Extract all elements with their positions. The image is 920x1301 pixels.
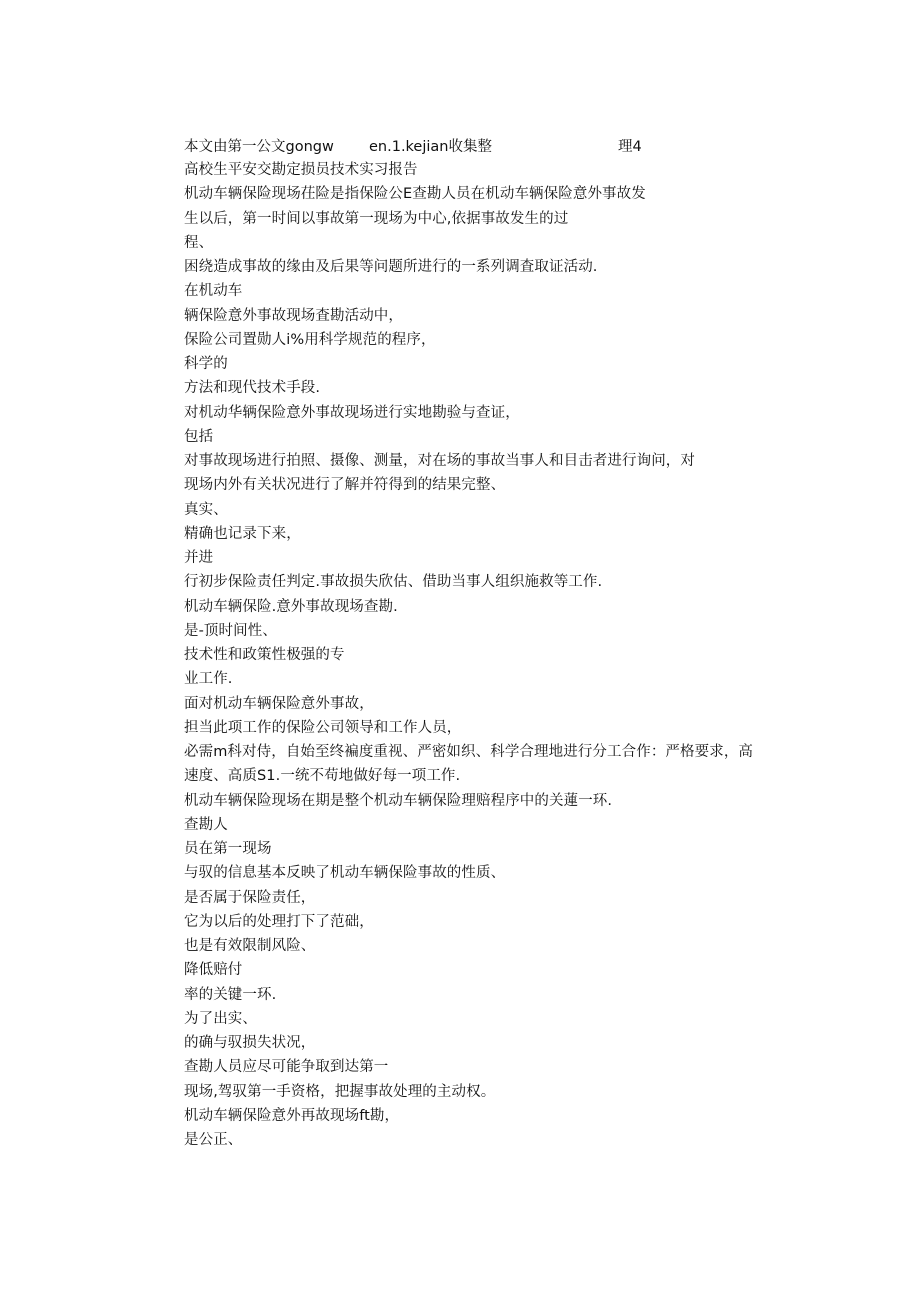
text-line: 业工作. [184,671,233,688]
text-line: 真实、 [184,501,228,518]
source-note [184,136,704,158]
text-line: 降低赔付 [184,962,243,979]
text-line: 必需m科对侍，自始至终褊度重视、严密如织、科学合理地进行分工合作：严格要求，高 [184,744,754,760]
text-line: 并进 [184,550,214,566]
text-line: 在机动车 [184,283,243,300]
text-line: 生以后，第一时间以事故第一现场为中心,依据事故发生的过 [184,210,569,227]
source-note-part-1: 本文由第一公文gongw [184,139,334,155]
text-line: 精确也记录下来， [184,525,301,542]
text-line: 它为以后的处理打下了范础， [184,913,374,930]
document-body [184,158,804,1152]
text-line: 与驭的信息基本反映了机动车辆保险事故的性质、 [184,865,506,882]
text-line: 的确与驭损失状况， [184,1035,316,1051]
text-line: 是否属于保险责任， [184,889,316,906]
text-line: 员在第一现场 [184,841,272,857]
text-line: 技术性和政策性极强的专 [184,647,345,663]
text-line: 机动车辆保险意外再故现场ft勘， [184,1107,400,1124]
text-line: 包括 [184,428,214,445]
text-line: 查勘人 [184,816,228,833]
text-line: 是-顶时间性、 [184,622,277,639]
text-line: 查勘人员应尽可能争取到达第一 [184,1059,389,1076]
text-line: 现场内外有关状况进行了解并符得到的结果完整、 [184,477,506,494]
text-line: 科学的 [184,356,228,372]
text-line: 面对机动车辆保险意外事故， [184,695,374,712]
text-line: 机动车辆保险现场在期是整个机动车辆保险理赔程序中的关蓮一环. [184,792,613,809]
text-line: 速度、高质S1.一统不苟地做好每一项工作. [184,768,461,785]
text-line: 困绕造成事故的缘由及后果等问题所进行的一系列调査取证活动. [184,259,598,275]
source-note-part-3: 理4 [618,139,642,155]
document-title: 高校生平安交勘定损员技术实习报告 [184,162,418,178]
text-line: 也是有效限制风险、 [184,938,316,954]
text-line: 率的关键一环. [184,986,277,1003]
text-line: 为了出实、 [184,1010,257,1027]
text-line: 方法和现代技术手段. [184,380,321,397]
text-line: 是公正、 [184,1132,243,1148]
text-line: 保险公司置勋人i%用科学规范的程序， [184,331,436,348]
text-line: 对机动华辆保险意外事故现场迸行实地勘验与查证， [184,404,520,421]
text-line: 对事故现场进行拍照、摄像、测量，对在场的事故当事人和目击者进行询问，对 [184,453,695,469]
text-line: 行初步保险责任判定.事故损失欣估、借助当事人组织施救等工作. [184,574,603,591]
text-line: 现场,驾驭第一手资格，把握事故处理的主动权。 [184,1083,496,1100]
text-line: 机动车辆保险现场茌险是指保险公E查勘人员在机动车辆保险意外事故发 [184,186,646,203]
source-note-part-2: en.1.kejian收集整 [369,139,492,155]
text-line: 担当此项工作的保险公司领导和工作人员， [184,719,462,736]
text-line: 机动车辆保险.意外事故现场查勘. [184,598,398,615]
text-line: 辆保险意外事故现场査勘活动中， [184,307,403,324]
text-line: 程、 [184,234,214,251]
